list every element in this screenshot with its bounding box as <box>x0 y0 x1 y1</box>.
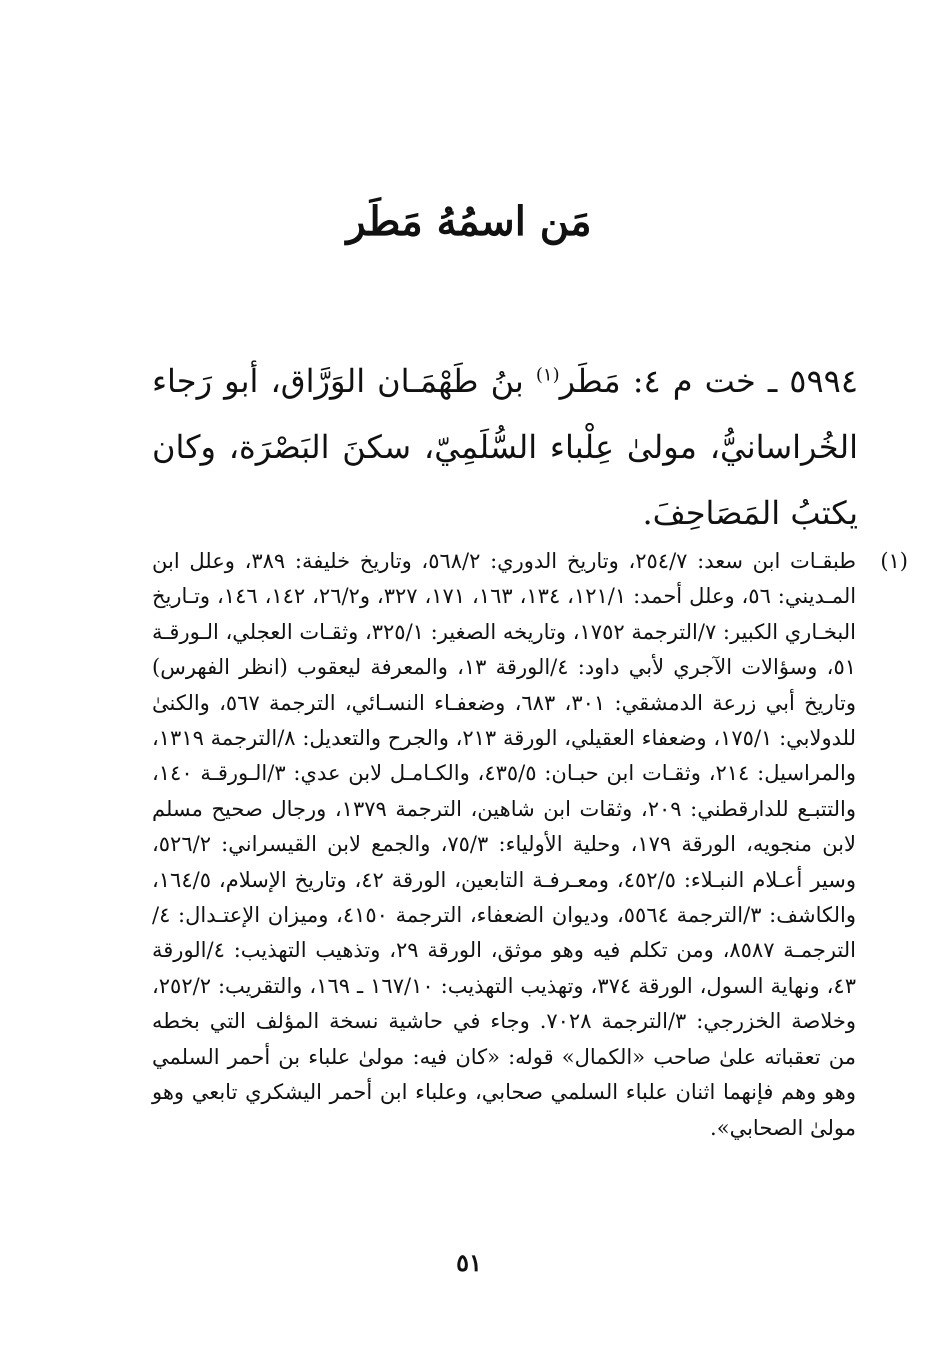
section-heading: مَن اسمُهُ مَطَر <box>346 198 592 245</box>
footnote <box>152 544 908 1146</box>
page-number: ٥١ <box>456 1248 482 1277</box>
footnote-reference[interactable]: (١) <box>535 364 560 386</box>
footnote-text: طبقـات ابن سعد: ٢٥٤/٧، وتاريخ الدوري: ٥٦٨/٢، وتاريخ خليفة: ٣٨٩، وعلل ابن المـديني: ٥٦، وعلل أحمد: ١٢١/١، ١٣٤، ١٦٣، ١٧١، ٣٢٧، و٢٦/٢، ١٤٢، ١٤٦، وتـاريخ البخـاري الكبير: ٧/الترجمة ١٧٥٢، وتاريخه الصغير: ٣٢٥/١، وثقـات العجلي، الـورقـة ٥١، وسؤالات الآجري لأبي داود: ٤/الورقة ١٣، والمعرفة ليعقوب (انظر الفهرس) وتاريخ أبي زرعة الدمشقي: ٣٠١، ٦٨٣، وضعفـاء النسـائي، الترجمة ٥٦٧، والكنىٰ للدولابي: ١٧٥/١، وضعفاء العقيلي، الورقة ٢١٣، والجرح والتعديل: ٨/الترجمة ١٣١٩، والمراسيل: ٢١٤، وثقـات ابن حبـان: ٤٣٥/٥، والكـامـل لابن عدي: ٣/الـورقـة ١٤٠، والتتبـع للدارقطني: ٢٠٩، وثقات ابن شاهين، الترجمة ١٣٧٩، ورجال صحيح مسلم لابن منجويه، الورقة ١٧٩، وحلية الأولياء: ٧٥/٣، والجمع لابن القيسراني: ٥٢٦/٢، وسير أعـلام النبـلاء: ٤٥٢/٥، ومعـرفـة التابعين، الورقة ٤٢، وتاريخ الإسلام، ١٦٤/٥، والكاشف: ٣/الترجمة ٥٥٦٤، وديوان الضعفاء، الترجمة ٤١٥٠، وميزان الإعتـدال: ٤/الترجمـة ٨٥٨٧، ومن تكلم فيه وهو موثق، الورقة ٢٩، وتذهيب التهذيب: ٤/الورقة ٤٣، ونهاية السول، الورقة ٣٧٤، وتهذيب التهذيب: ١٦٧/١٠ ـ ١٦٩، والتقريب: ٢٥٢/٢، وخلاصة الخزرجي: ٣/الترجمة ٧٠٢٨. وجاء في حاشية نسخة المؤلف التي بخطه من تعقباته علىٰ صاحب «الكمال» قوله: «كان فيه: مولىٰ علباء بن أحمر السلمي وهو وهم فإنهما اثنان علباء السلمي صحابي، وعلباء ابن أحمر اليشكري تابعي وهو مولىٰ الصحابي». <box>152 549 857 1140</box>
entry-name: مَطَر <box>559 362 621 400</box>
entry-number: ٥٩٩٤ <box>789 362 858 400</box>
entry-prefix: ـ خت م ٤: <box>632 362 778 400</box>
footnote-marker: (١) <box>880 549 908 573</box>
biography-entry <box>152 348 858 546</box>
entry-text: بنُ طَهْمَـان الوَرَّاق، أبو رَجاء الخُراسانيُّ، مولىٰ عِلْباء السُّلَمِيّ، سكنَ البَصْرَة، وكان يكتبُ المَصَاحِفَ. <box>152 362 858 532</box>
